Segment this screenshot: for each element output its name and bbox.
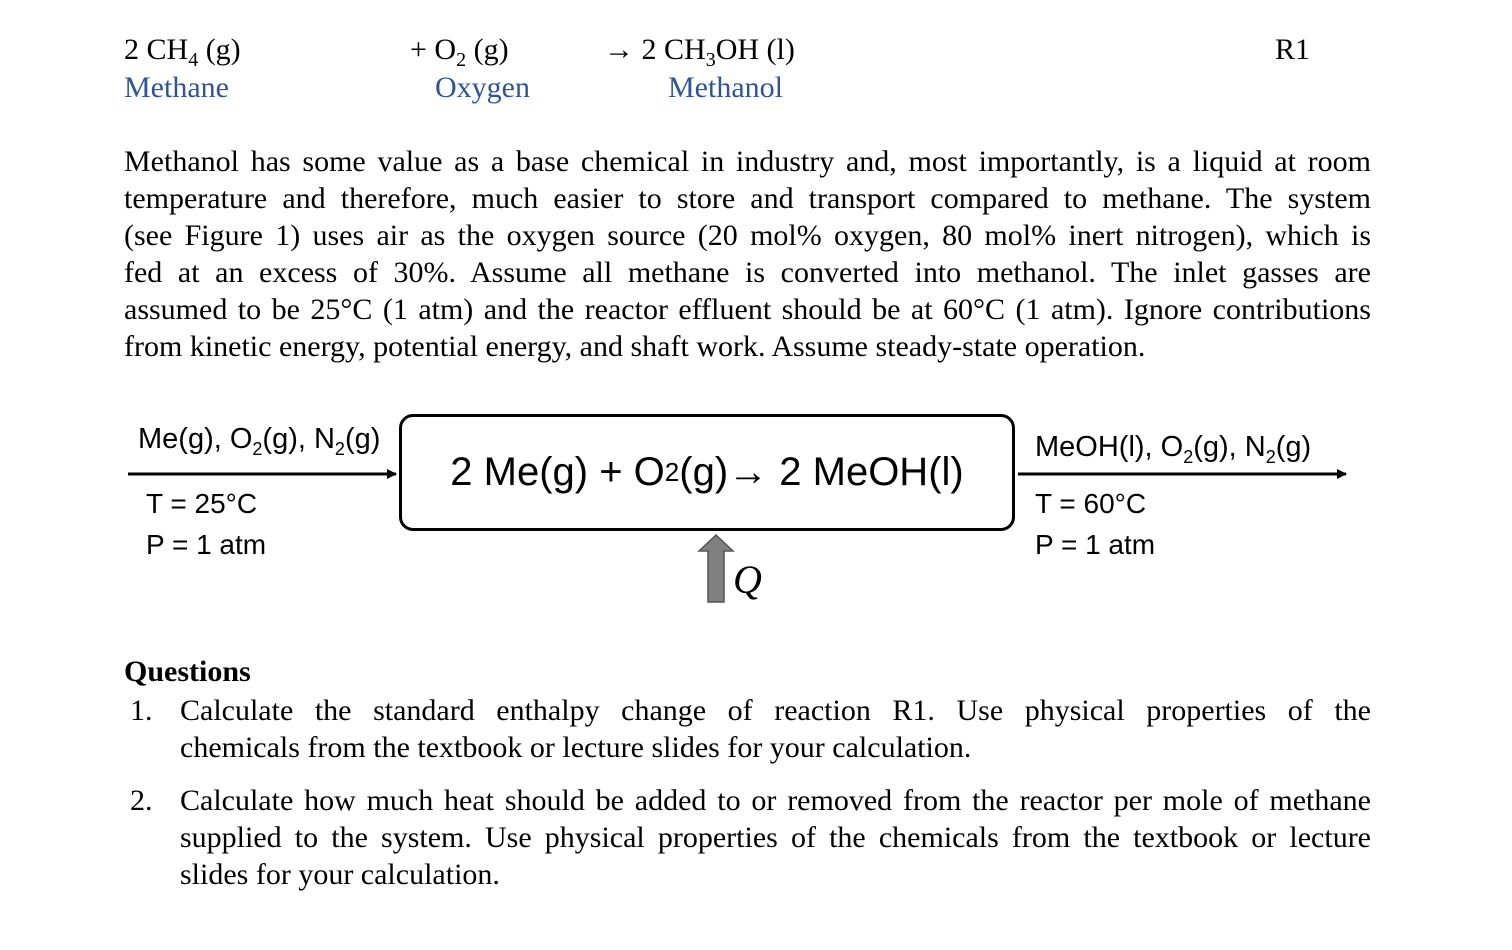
question-number: 2. <box>130 784 153 817</box>
question-line: slides for your calculation. <box>180 858 500 891</box>
question-line: chemicals from the textbook or lecture slides for your calculation. <box>180 731 972 764</box>
questions-heading: Questions <box>124 655 251 688</box>
oxygen-formula: + $O_2$ (g) <box>410 33 509 71</box>
reactor-box <box>399 414 1015 531</box>
methanol-name: Methanol <box>668 71 783 104</box>
question-line: supplied to the system. Use physical properties of the chemicals from the textbook or lecture <box>180 821 1371 854</box>
question-line: Calculate how much heat should be added to or removed from the reactor per mole of methane <box>180 784 1371 817</box>
inlet-pressure: P = 1 atm <box>146 529 267 560</box>
paragraph-line: temperature and therefore, much easier to store and transport compared to methane. The system <box>124 182 1371 215</box>
paragraph-line: Methanol has some value as a base chemical in industry and, most importantly, is a liquid at room <box>124 145 1371 178</box>
methane-name: Methane <box>124 71 229 104</box>
heat-arrow-icon <box>699 535 733 602</box>
reactor-equation: 2 Me(g) + O 2 (g)→ 2 MeOH(l) <box>450 450 964 494</box>
inlet-stream-label: Me(g), $O_2(g)$, $N_2(g)$ <box>138 423 381 459</box>
heat-label: Q <box>733 557 762 602</box>
inlet-temperature: T = 25°C <box>146 488 258 519</box>
question-item <box>130 782 1371 893</box>
question-line: Calculate the standard enthalpy change of reaction R1. Use physical properties of the <box>180 694 1371 727</box>
outlet-pressure: P = 1 atm <box>1035 529 1156 560</box>
outlet-temperature: T = 60°C <box>1035 488 1147 519</box>
paragraph-line: assumed to be 25°C (1 atm) and the reactor effluent should be at 60°C (1 atm). Ignore contributions <box>124 293 1371 326</box>
methanol-formula: → 2 $CH_3OH$ (l) <box>604 33 795 71</box>
reaction-label: R1 <box>1275 33 1311 66</box>
question-item <box>130 692 1371 766</box>
oxygen-name: Oxygen <box>435 71 530 104</box>
paragraph-line: fed at an excess of 30%. Assume all methane is converted into methanol. The inlet gasses are <box>124 256 1371 289</box>
question-number: 1. <box>130 694 153 727</box>
paragraph-line: (see Figure 1) uses air as the oxygen source (20 mol% oxygen, 80 mol% inert nitrogen), which is <box>124 219 1371 252</box>
outlet-stream-label: MeOH(l), $O_2(g)$, $N_2(g)$ <box>1035 431 1312 467</box>
methane-formula: 2 $CH_4$ (g) <box>124 33 241 71</box>
paragraph-line: from kinetic energy, potential energy, and shaft work. Assume steady-state operation. <box>124 330 1146 363</box>
